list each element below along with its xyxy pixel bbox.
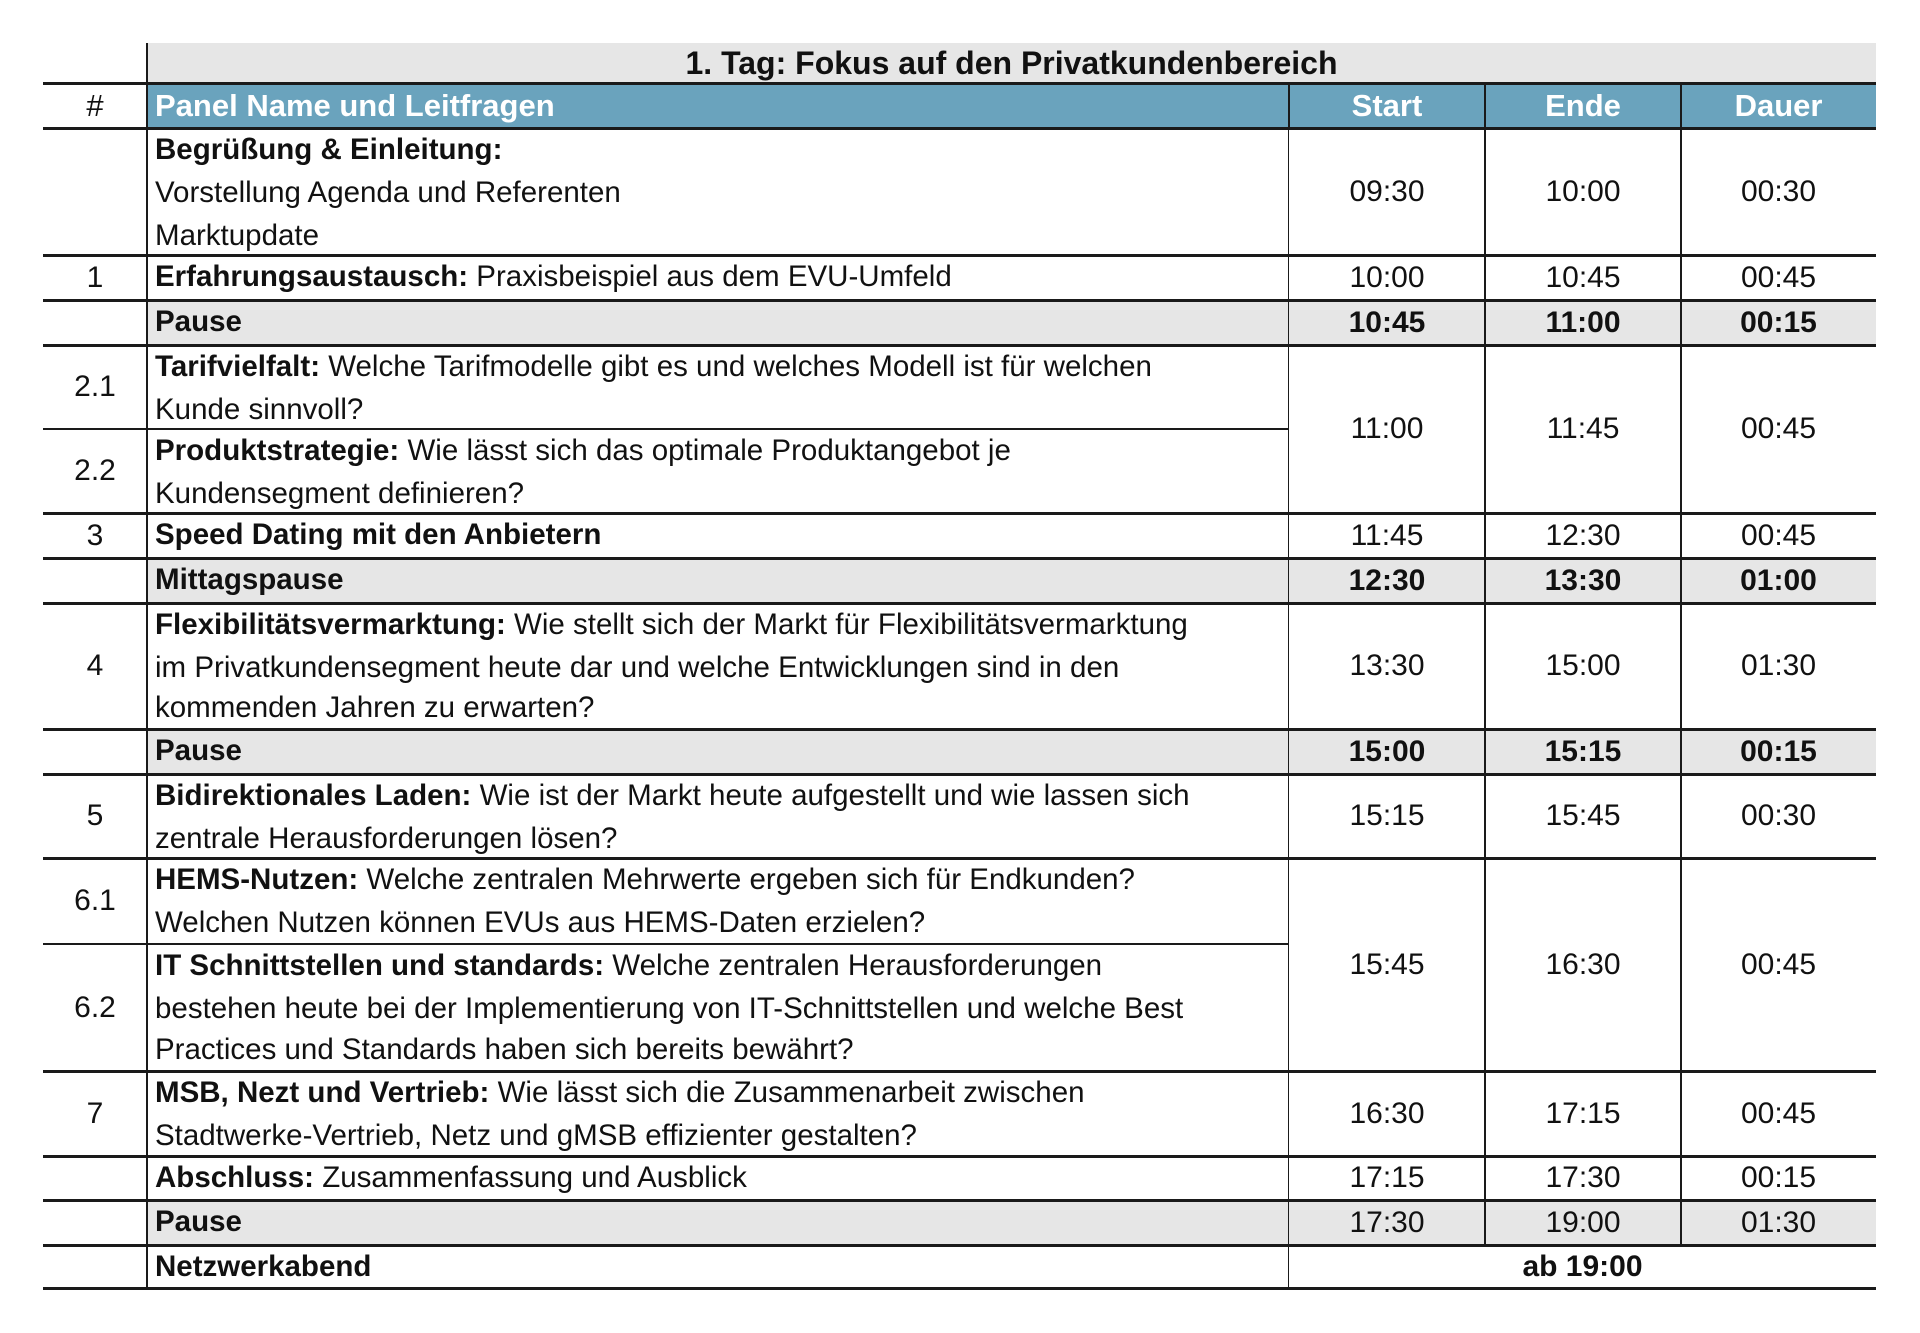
row-text: Kunde sinnvoll? [155, 393, 364, 426]
start-time: 15:15 [1349, 799, 1425, 832]
header-num: # [86, 88, 104, 123]
grid-line [43, 428, 1289, 430]
duration: 00:30 [1740, 174, 1817, 208]
end-time: 15:15 [1544, 734, 1622, 768]
grid-line [43, 512, 1876, 515]
start-time: 12:30 [1348, 563, 1426, 597]
grid-line [43, 773, 1876, 776]
duration: 00:15 [1740, 734, 1817, 768]
row-title: Erfahrungsaustausch: [155, 260, 469, 293]
agenda-row-bidirektionales-laden [147, 774, 1289, 858]
row-title: Tarifvielfalt: [155, 350, 321, 383]
start-time: 17:30 [1349, 1205, 1425, 1239]
grid-line [1288, 83, 1290, 128]
header-duration: Dauer [1734, 88, 1823, 123]
row-text: Praxisbeispiel aus dem EVU-Umfeld [468, 260, 952, 293]
end-time: 17:15 [1545, 1096, 1621, 1130]
agenda-row-it-schnittstellen [147, 944, 1289, 1071]
duration: 01:30 [1740, 1205, 1817, 1239]
end-time: 10:45 [1545, 260, 1621, 294]
row-title: Produktstrategie: [155, 434, 400, 467]
grid-line [43, 1244, 1876, 1247]
duration: 00:45 [1740, 1096, 1817, 1130]
break-label: Mittagspause [155, 563, 344, 596]
grid-line [43, 1199, 1876, 1202]
row-number: 7 [86, 1096, 104, 1130]
grid-line [43, 344, 1876, 347]
duration: 00:45 [1740, 260, 1817, 294]
row-text: Stadtwerke-Vertrieb, Netz und gMSB effizienter gestalten? [155, 1119, 917, 1152]
grid-line [43, 602, 1876, 605]
row-text: Marktupdate [155, 219, 319, 252]
start-time: 13:30 [1349, 649, 1425, 682]
row-number: 6.2 [74, 990, 116, 1024]
row-number: 1 [86, 260, 104, 294]
grid-line [43, 127, 1876, 130]
row-text: bestehen heute bei der Implementierung von IT-Schnittstellen und welche Best [155, 992, 1184, 1025]
row-title: Abschluss: [155, 1161, 315, 1194]
end-time: 10:00 [1545, 174, 1621, 208]
grid-line [43, 728, 1876, 731]
row-title: IT Schnittstellen und standards: [155, 949, 605, 982]
break-label: Pause [155, 305, 242, 338]
row-number: 5 [86, 799, 104, 832]
row-number: 2.2 [74, 454, 116, 487]
end-time: 19:00 [1545, 1205, 1621, 1239]
start-time: 16:30 [1349, 1096, 1425, 1130]
duration: 00:30 [1740, 799, 1817, 832]
agenda-row-erfahrungsaustausch [147, 255, 1289, 300]
grid-line [43, 82, 1876, 85]
duration: 00:15 [1740, 1161, 1817, 1194]
row-text: Wie ist der Markt heute aufgestellt und wie lassen sich [471, 779, 1190, 812]
row-text: Wie lässt sich das optimale Produktangebot je [399, 434, 1011, 467]
duration: 00:45 [1740, 947, 1817, 981]
row-title: Flexibilitätsvermarktung: [155, 608, 506, 641]
header-end: Ende [1545, 88, 1621, 123]
start-time: 15:45 [1349, 947, 1425, 981]
row-title: Bidirektionales Laden: [155, 779, 472, 812]
row-title: HEMS-Nutzen: [155, 863, 359, 896]
agenda-row-abschluss [147, 1156, 1289, 1200]
day-title: 1. Tag: Fokus auf den Privatkundenbereich [685, 45, 1338, 81]
grid-line [146, 43, 148, 1289]
end-time: 11:00 [1545, 305, 1621, 339]
grid-line [43, 1070, 1876, 1073]
agenda-row-begruessung [147, 128, 1289, 255]
end-time: 15:00 [1545, 649, 1621, 682]
row-number: 4 [86, 649, 104, 682]
row-text: Welche zentralen Mehrwerte ergeben sich für Endkunden? [358, 863, 1135, 896]
row-text: Vorstellung Agenda und Referenten [155, 176, 621, 209]
agenda-row-netzwerkabend: Netzwerkabend [155, 1250, 372, 1283]
row-text: Welche Tarifmodelle gibt es und welches Modell ist für welchen [320, 350, 1152, 383]
row-text: Kundensegment definieren? [155, 477, 525, 510]
end-time: 12:30 [1545, 518, 1621, 552]
break-label: Pause [155, 1205, 242, 1238]
start-time: 11:00 [1350, 412, 1424, 445]
end-time: 15:45 [1545, 799, 1621, 832]
start-time: 10:45 [1348, 305, 1426, 339]
row-text: kommenden Jahren zu erwarten? [155, 691, 595, 724]
agenda-row-msb-netz-vertrieb [147, 1071, 1289, 1156]
end-time: 16:30 [1545, 947, 1621, 981]
row-text: Zusammenfassung und Ausblick [314, 1161, 747, 1194]
duration: 00:45 [1740, 518, 1817, 552]
start-time: 09:30 [1349, 174, 1425, 208]
header-start: Start [1351, 88, 1423, 123]
duration: 01:00 [1740, 563, 1817, 597]
row-title: MSB, Nezt und Vertrieb: [155, 1076, 490, 1109]
duration: 00:45 [1740, 412, 1817, 445]
agenda-row-flexibilitaetsvermarktung [147, 603, 1289, 729]
end-time: 13:30 [1544, 563, 1622, 597]
end-time: 17:30 [1545, 1161, 1621, 1194]
row-number: 3 [86, 518, 104, 552]
end-time: 11:45 [1546, 412, 1620, 445]
row-text: Wie lässt sich die Zusammenarbeit zwischen [489, 1076, 1085, 1109]
grid-line [43, 1155, 1876, 1158]
agenda-row-speed-dating [147, 513, 1289, 558]
agenda-row-tarifvielfalt [147, 345, 1289, 429]
start-time: 17:15 [1349, 1161, 1425, 1194]
grid-line [43, 943, 1289, 945]
row-text: Welchen Nutzen können EVUs aus HEMS-Daten erzielen? [155, 906, 926, 939]
row-text: Welche zentralen Herausforderungen [604, 949, 1103, 982]
grid-line [43, 557, 1876, 560]
duration: 00:15 [1740, 305, 1817, 339]
row-text: Wie stellt sich der Markt für Flexibilitätsvermarktung [505, 608, 1188, 641]
break-label: Pause [155, 734, 242, 767]
start-time: 15:00 [1348, 734, 1426, 768]
start-time: 11:45 [1350, 518, 1424, 552]
row-title: Begrüßung & Einleitung: [155, 133, 503, 166]
grid-line [43, 857, 1876, 860]
grid-line [1288, 83, 1289, 1289]
header-panel: Panel Name und Leitfragen [155, 88, 555, 123]
row-text: im Privatkundensegment heute dar und welche Entwicklungen sind in den [155, 651, 1120, 684]
grid-line [43, 1287, 1876, 1290]
duration: 01:30 [1740, 649, 1817, 682]
row-title: Speed Dating mit den Anbietern [155, 518, 602, 551]
agenda-row-produktstrategie [147, 429, 1289, 513]
row-number: 6.1 [74, 884, 116, 917]
row-text: zentrale Herausforderungen lösen? [155, 822, 618, 855]
networking-time: ab 19:00 [1522, 1249, 1643, 1283]
row-text: Practices und Standards haben sich bereits bewährt? [155, 1033, 854, 1066]
agenda-row-hems-nutzen [147, 858, 1289, 944]
start-time: 10:00 [1349, 260, 1425, 294]
grid-line [43, 299, 1876, 302]
grid-line [43, 254, 1876, 257]
row-number: 2.1 [74, 370, 116, 403]
